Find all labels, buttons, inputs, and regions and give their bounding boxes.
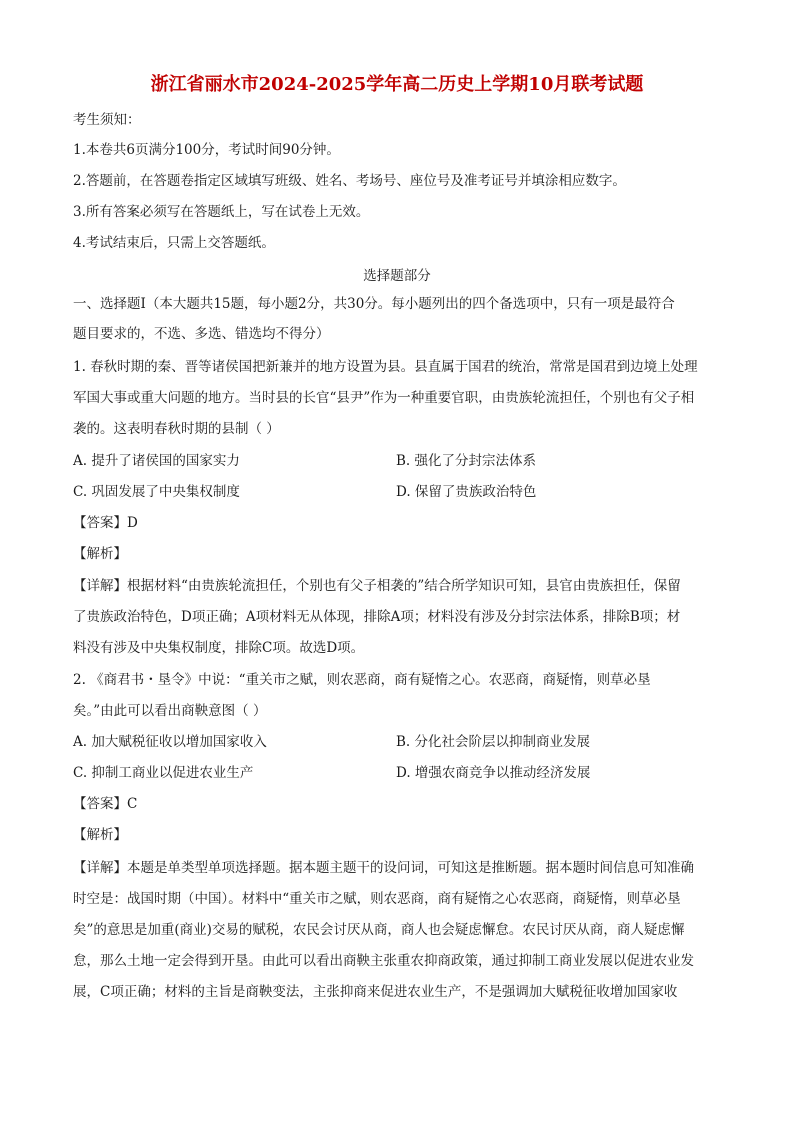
q1-stem: 1. 春秋时期的秦、晋等诸侯国把新兼并的地方设置为县。县直属于国君的统治，常常是国君到边境上处理 — [73, 359, 698, 375]
notice-item: 3.所有答案必须写在答题纸上，写在试卷上无效。 — [73, 204, 370, 220]
q2-analysis-label: 【解析】 — [73, 827, 127, 843]
q1-option-d: D. 保留了贵族政治特色 — [396, 484, 537, 500]
q2-detail: 时空是：战国时期（中国）。材料中“重关市之赋，则农恶商，商有疑惰之心农恶商，商疑惰，则草必垦 — [73, 891, 681, 907]
notice-item: 1.本卷共6页满分100分，考试时间90分钟。 — [73, 142, 340, 158]
section-intro: 题目要求的，不选、多选、错选均不得分） — [73, 326, 330, 342]
q2-option-b: B. 分化社会阶层以抑制商业发展 — [396, 734, 591, 750]
q1-stem: 军国大事或重大问题的地方。当时县的长官“县尹”作为一种重要官职，由贵族轮流担任，个别也有父子相 — [73, 390, 695, 406]
q1-option-a: A. 提升了诸侯国的国家实力 — [73, 453, 240, 469]
q2-answer — [73, 794, 137, 814]
answer-value: D — [127, 515, 138, 531]
q1-answer — [73, 513, 138, 533]
section-intro: 一、选择题Ⅰ（本大题共15题，每小题2分，共30分。每小题列出的四个备选项中，只有一项是最符合 — [73, 296, 675, 312]
answer-label: 【答案】 — [73, 796, 127, 812]
section-title: 选择题部分 — [363, 268, 431, 284]
q1-detail: 了贵族政治特色，D项正确；A项材料无从体现，排除A项；材料没有涉及分封宗法体系，排除B项；材 — [73, 609, 681, 625]
page-title: 浙江省丽水市2024-2025学年高二历史上学期10月联考试题 — [150, 74, 644, 95]
q2-stem: 矣。”由此可以看出商鞅意图（ ） — [73, 703, 267, 719]
q2-option-d: D. 增强农商竞争以推动经济发展 — [396, 765, 591, 781]
answer-value: C — [127, 796, 138, 812]
q1-option-b: B. 强化了分封宗法体系 — [396, 453, 537, 469]
notice-item: 2.答题前，在答题卷指定区域填写班级、姓名、考场号、座位号及准考证号并填涂相应数字。 — [73, 173, 626, 189]
q1-detail: 【详解】根据材料“由贵族轮流担任，个别也有父子相袭的”结合所学知识可知，县官由贵族担任，保留 — [73, 578, 681, 594]
q2-detail: 矣”的意思是加重(商业)交易的赋税，农民会讨厌从商，商人也会疑虑懈怠。农民讨厌从商，商人疑虑懈 — [73, 922, 685, 938]
q1-analysis-label: 【解析】 — [73, 546, 127, 562]
q2-detail: 怠，那么土地一定会得到开垦。由此可以看出商鞅主张重农抑商政策，通过抑制工商业发展以促进农业发 — [73, 953, 694, 969]
answer-label: 【答案】 — [73, 515, 127, 531]
q1-option-c: C. 巩固发展了中央集权制度 — [73, 484, 240, 500]
q2-detail: 【详解】本题是单类型单项选择题。据本题主题干的设问词，可知这是推断题。据本题时间信息可知准确 — [73, 860, 694, 876]
q2-option-c: C. 抑制工商业以促进农业生产 — [73, 765, 254, 781]
notice-heading: 考生须知： — [73, 112, 141, 128]
q1-detail: 料没有涉及中央集权制度，排除C项。故选D项。 — [73, 640, 365, 656]
q2-stem: 2. 《商君书・垦令》中说：“重关市之赋，则农恶商，商有疑惰之心。农恶商，商疑惰，则草必垦 — [73, 672, 651, 688]
notice-item: 4.考试结束后，只需上交答题纸。 — [73, 235, 275, 251]
q2-detail: 展，C项正确；材料的主旨是商鞅变法，主张抑商来促进农业生产，不是强调加大赋税征收增加国家收 — [73, 984, 678, 1000]
q2-option-a: A. 加大赋税征收以增加国家收入 — [73, 734, 267, 750]
q1-stem: 袭的。这表明春秋时期的县制（ ） — [73, 421, 280, 437]
